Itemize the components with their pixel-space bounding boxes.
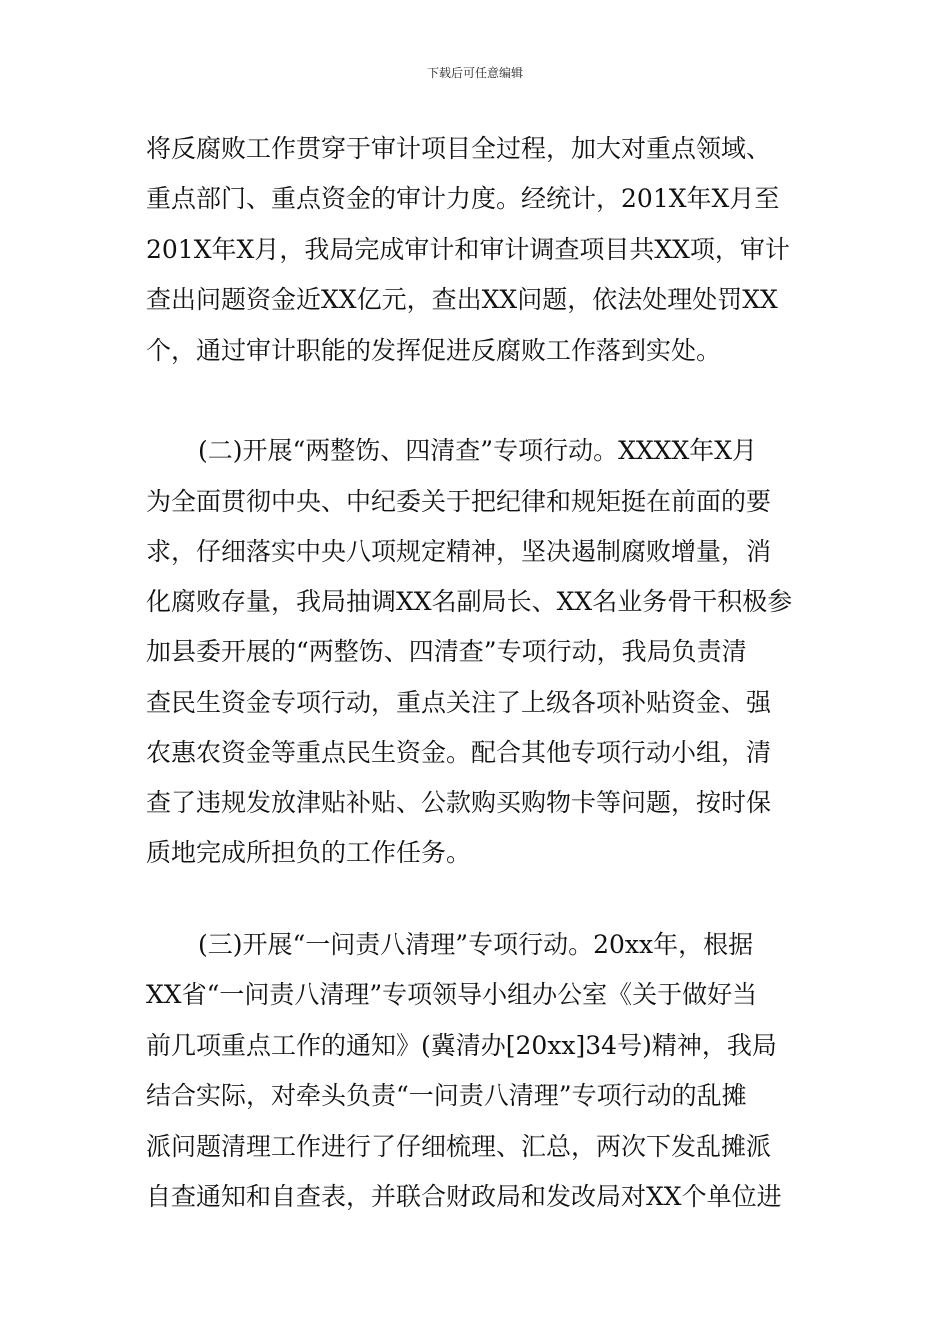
text-line: 查出问题资金近XX亿元，查出XX问题，依法处理处罚XX: [146, 285, 778, 314]
page-header: 下载后可任意编辑: [426, 66, 523, 80]
text-line: 农惠农资金等重点民生资金。配合其他专项行动小组，清: [146, 738, 772, 767]
text-line: 自查通知和自查表，并联合财政局和发改局对XX个单位进: [146, 1182, 782, 1211]
text-line: 加县委开展的“两整饬、四清查”专项行动，我局负责清: [146, 637, 747, 666]
text-line: (二)开展“两整饬、四清查”专项行动。XXXX年X月: [198, 436, 758, 465]
text-line: XX省“一问责八清理”专项领导小组办公室《关于做好当: [146, 980, 758, 1009]
text-line: 个，通过审计职能的发挥促进反腐败工作落到实处。: [146, 336, 722, 365]
text-line: 查了违规发放津贴补贴、公款购买购物卡等问题，按时保: [146, 788, 772, 817]
text-line: (三)开展“一问责八清理”专项行动。20xx年，根据: [198, 930, 754, 959]
text-line: 求，仔细落实中央八项规定精神，坚决遏制腐败增量，消: [146, 537, 772, 566]
text-line: 化腐败存量，我局抽调XX名副局长、XX名业务骨干积极参: [146, 587, 793, 616]
text-line: 为全面贯彻中央、中纪委关于把纪律和规矩挺在前面的要: [146, 487, 772, 516]
text-line: 质地完成所担负的工作任务。: [146, 838, 472, 867]
text-line: 将反腐败工作贯穿于审计项目全过程，加大对重点领域、: [146, 134, 772, 163]
text-line: 前几项重点工作的通知》(冀清办[20xx]34号)精神，我局: [146, 1031, 777, 1060]
text-line: 派问题清理工作进行了仔细梳理、汇总，两次下发乱摊派: [146, 1132, 772, 1161]
text-line: 201X年X月，我局完成审计和审计调查项目共XX项，审计: [146, 235, 790, 264]
text-line: 结合实际，对牵头负责“一问责八清理”专项行动的乱摊: [146, 1081, 747, 1110]
text-line: 查民生资金专项行动，重点关注了上级各项补贴资金、强: [146, 688, 772, 717]
text-line: 重点部门、重点资金的审计力度。经统计，201X年X月至: [146, 184, 780, 213]
